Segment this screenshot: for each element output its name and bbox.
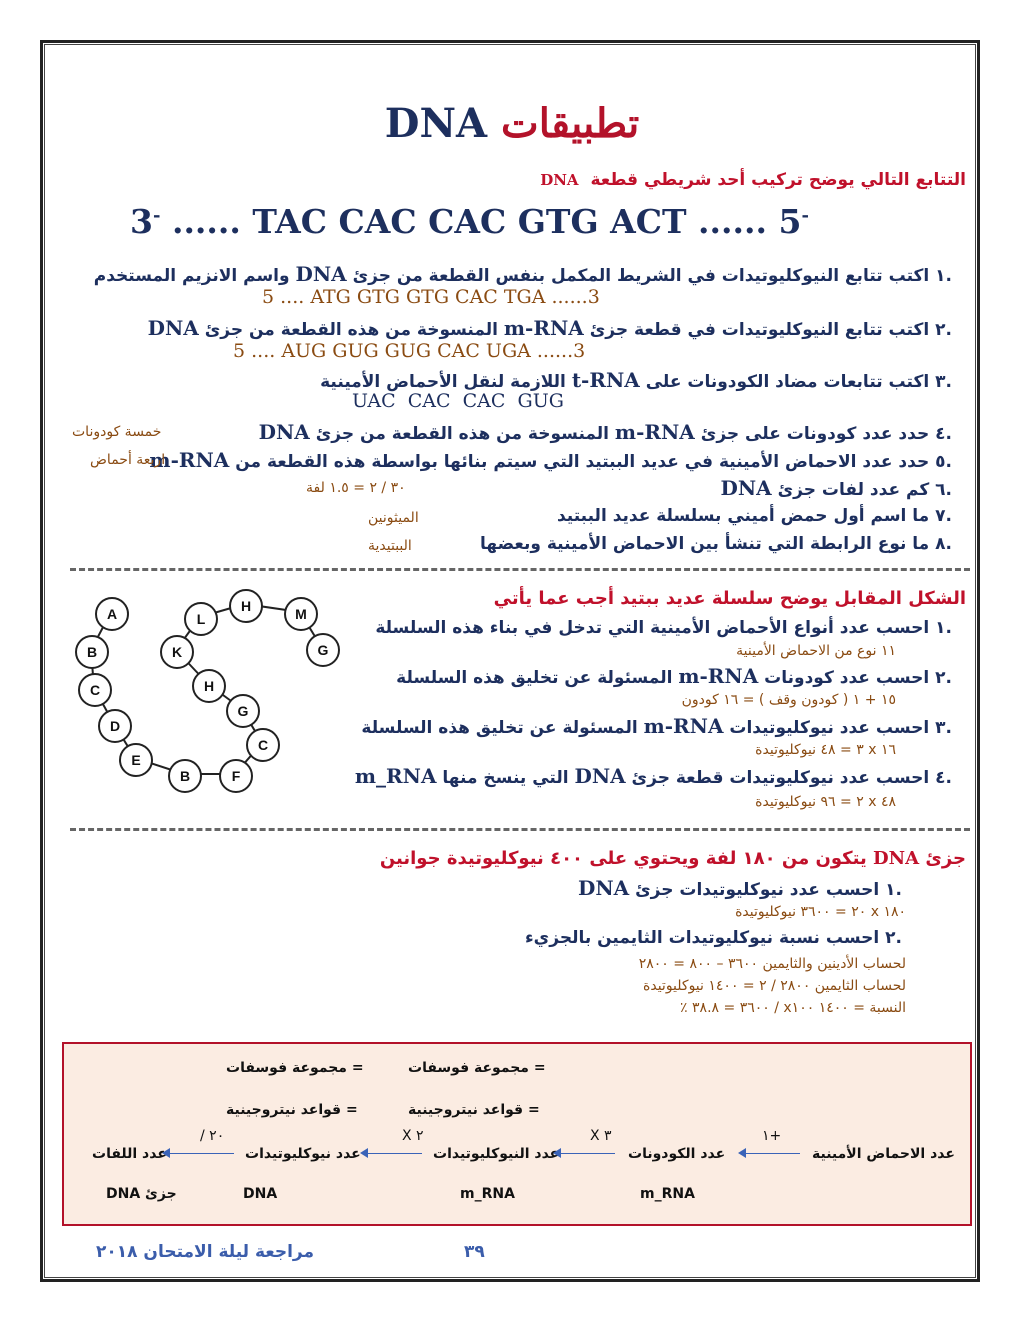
q-text: ما اسم أول حمض أميني بسلسلة عديد الببتيد bbox=[556, 506, 930, 526]
q-num: .٢ bbox=[935, 668, 952, 688]
section3-heading bbox=[380, 848, 966, 869]
q-term: DNA bbox=[720, 476, 772, 500]
seq-sup-right: - bbox=[801, 205, 809, 226]
q-term2: DNA bbox=[147, 316, 199, 340]
q-term2: m_RNA bbox=[354, 764, 437, 788]
heading-pre: جزئ bbox=[925, 848, 966, 869]
section2-heading: الشكل المقابل يوضح سلسلة عديد ببتيد أجب عما يأتي bbox=[493, 588, 966, 609]
s2-answer-4: ٤٨ x ٢ = ٩٦ نيوكليوتيدة bbox=[755, 794, 896, 810]
seq-left-end: 3 bbox=[130, 202, 153, 241]
seq-body: ...... TAC CAC CAC GTG ACT ...... bbox=[171, 202, 767, 241]
q-term: m-RNA bbox=[614, 420, 695, 444]
q-text: احسب نسبة نيوكليوتيدات الثايمين بالجزيء bbox=[524, 928, 880, 948]
op-times-two: ٢ X bbox=[402, 1128, 424, 1144]
seq-right-end: 5 bbox=[778, 202, 802, 241]
divider-2 bbox=[70, 828, 970, 831]
question-8 bbox=[480, 534, 952, 554]
q-num: .٣ bbox=[935, 372, 952, 392]
q-num: .٤ bbox=[935, 424, 952, 444]
q-text: احسب عدد كودونات bbox=[764, 668, 930, 688]
q-text2: المسئولة عن تخليق هذه السلسلة bbox=[361, 718, 638, 738]
answer-6: ٣٠ / ٢ = ١.٥ لفة bbox=[306, 480, 406, 496]
q-term: DNA bbox=[295, 262, 347, 286]
q-text: كم عدد لفات جزئ bbox=[777, 480, 930, 500]
q-text: حدد عدد الاحماض الأمينية في عديد الببتيد التي سيتم بنائها بواسطة هذه القطعة من bbox=[235, 452, 930, 472]
label-codons: عدد الكودونات bbox=[628, 1146, 726, 1162]
eq-bases-1: = قواعد نيتروجينية bbox=[408, 1102, 540, 1118]
op-divide-twenty: ٢٠ / bbox=[200, 1128, 225, 1144]
arrow-4 bbox=[164, 1153, 234, 1154]
q-term: m-RNA bbox=[503, 316, 584, 340]
s3-answer-1: ١٨٠ x ٢٠ = ٣٦٠٠ نيوكليوتيدة bbox=[735, 904, 906, 920]
arrow-1 bbox=[740, 1153, 800, 1154]
q-num: .٢ bbox=[935, 320, 952, 340]
amino-acid-node: H bbox=[192, 669, 226, 703]
amino-acid-node: L bbox=[184, 602, 218, 636]
q-num: .٨ bbox=[935, 534, 952, 554]
bottom-mrna-1: m_RNA bbox=[640, 1186, 695, 1202]
q-term: m-RNA bbox=[643, 714, 724, 738]
s2-question-2 bbox=[396, 664, 952, 688]
q-text: حدد عدد كودونات على جزئ bbox=[700, 424, 930, 444]
footer-text: مراجعة ليلة الامتحان ٢٠١٨ bbox=[96, 1242, 315, 1262]
q-num: .٣ bbox=[935, 718, 952, 738]
intro-text: التتابع التالي يوضح تركيب أحد شريطي قطعة bbox=[590, 170, 966, 190]
answer-1: 5 .... ATG GTG GTG CAC TGA ......3 bbox=[262, 286, 600, 308]
amino-acid-node: E bbox=[119, 743, 153, 777]
q-text: اكتب تتابع النيوكليوتيدات في الشريط المكمل بنفس القطعة من جزئ bbox=[352, 266, 930, 286]
q-num: .١ bbox=[935, 618, 952, 638]
amino-acid-node: D bbox=[98, 709, 132, 743]
answer-2: 5 .... AUG GUG GUG CAC UGA ......3 bbox=[233, 340, 586, 362]
amino-acid-node: H bbox=[229, 589, 263, 623]
amino-acid-node: G bbox=[306, 633, 340, 667]
q-num: .٤ bbox=[935, 768, 952, 788]
q-text: احسب عدد أنواع الأحماض الأمينية التي تدخل في بناء هذه السلسلة bbox=[375, 618, 930, 638]
eq-bases-2: = قواعد نيتروجينية bbox=[226, 1102, 358, 1118]
q-num: .٦ bbox=[935, 480, 952, 500]
eq-phosphate-2: = مجموعة فوسفات bbox=[226, 1060, 364, 1076]
question-7 bbox=[557, 506, 952, 526]
s3-answer-2a: لحساب الأدينين والثايمين ٣٦٠٠ – ٨٠٠ = ٢٨٠٠ bbox=[638, 956, 906, 972]
q-text: اكتب تتابع النيوكليوتيدات في قطعة جزئ bbox=[589, 320, 930, 340]
eq-phosphate-1: = مجموعة فوسفات bbox=[408, 1060, 546, 1076]
page-title bbox=[0, 100, 1024, 147]
arrow-3 bbox=[362, 1153, 422, 1154]
intro-line bbox=[540, 170, 966, 190]
answer-4: خمسة كودونات bbox=[72, 424, 162, 440]
amino-acid-node: G bbox=[226, 694, 260, 728]
amino-acid-node: C bbox=[78, 673, 112, 707]
q-term: m-RNA bbox=[149, 448, 230, 472]
q-num: .٢ bbox=[885, 928, 902, 948]
amino-acid-node: B bbox=[168, 759, 202, 793]
seq-sup-left: - bbox=[152, 205, 161, 226]
label-nucleotides-dna: عدد نيوكليوتيدات bbox=[245, 1146, 361, 1162]
q-text: ما نوع الرابطة التي تنشأ بين الاحماض الأمينية وبعضها bbox=[480, 534, 930, 554]
dna-sequence bbox=[130, 202, 809, 241]
answer-7: الميثونين bbox=[368, 510, 419, 526]
question-3 bbox=[320, 368, 952, 392]
amino-acid-node: C bbox=[246, 728, 280, 762]
s3-answer-2b: لحساب الثايمين ٢٨٠٠ / ٢ = ١٤٠٠ نيوكليوتيدة bbox=[643, 978, 906, 994]
amino-acid-node: M bbox=[284, 597, 318, 631]
s2-question-1 bbox=[375, 618, 952, 638]
bottom-dna: DNA bbox=[243, 1186, 278, 1202]
amino-acid-node: B bbox=[75, 635, 109, 669]
label-turns: عدد اللفات bbox=[92, 1146, 167, 1162]
title-dna: DNA bbox=[384, 100, 488, 147]
q-text2: واسم الانزيم المستخدم bbox=[93, 266, 290, 286]
arrow-2 bbox=[555, 1153, 615, 1154]
s3-answer-2c: النسبة = ١٤٠٠ x١٠٠ / ٣٦٠٠ = ٣٨.٨ ٪ bbox=[680, 1000, 906, 1016]
answer-8: الببتيدية bbox=[368, 538, 412, 554]
s2-answer-2: ١٥ + ١ ( كودون وقف ) = ١٦ كودون bbox=[681, 692, 896, 708]
s3-question-2 bbox=[525, 928, 902, 948]
q-num: .١ bbox=[935, 266, 952, 286]
heading-term: DNA bbox=[873, 848, 920, 869]
q-text2: المنسوخة من هذه القطعة من جزئ bbox=[315, 424, 609, 444]
q-text2: المسئولة عن تخليق هذه السلسلة bbox=[396, 668, 673, 688]
s2-question-4 bbox=[355, 764, 952, 788]
bottom-dna-molecule: جزئ DNA bbox=[106, 1186, 177, 1202]
heading-text: يتكون من ١٨٠ لفة ويحتوي على ٤٠٠ نيوكليوتيدة جوانين bbox=[379, 848, 867, 869]
divider-1 bbox=[70, 568, 970, 571]
question-6 bbox=[721, 476, 952, 500]
q-num: .٧ bbox=[935, 506, 952, 526]
question-2 bbox=[148, 316, 952, 340]
amino-acid-node: A bbox=[95, 597, 129, 631]
amino-acid-node: K bbox=[160, 635, 194, 669]
q-term: DNA bbox=[574, 764, 626, 788]
q-text2: اللازمة لنقل الأحماض الأمينية bbox=[320, 372, 566, 392]
amino-acid-node: F bbox=[219, 759, 253, 793]
op-plus-one: +١ bbox=[762, 1128, 782, 1144]
intro-term: DNA bbox=[540, 171, 579, 189]
s2-question-3 bbox=[361, 714, 952, 738]
q-num: .٥ bbox=[935, 452, 952, 472]
q-text: اكتب تتابعات مضاد الكودونات على bbox=[645, 372, 930, 392]
s2-answer-3: ١٦ x ٣ = ٤٨ نيوكليوتيدة bbox=[755, 742, 896, 758]
s2-answer-1: ١١ نوع من الاحماض الأمينية bbox=[736, 643, 896, 659]
q-text: احسب عدد نيوكليوتيدات جزئ bbox=[635, 880, 880, 900]
q-term: m-RNA bbox=[678, 664, 759, 688]
q-num: .١ bbox=[885, 880, 902, 900]
title-arabic: تطبيقات bbox=[501, 100, 640, 147]
q-text: احسب عدد نيوكليوتيدات bbox=[729, 718, 930, 738]
q-text2: المنسوخة من هذه القطعة من جزئ bbox=[204, 320, 498, 340]
s3-question-1 bbox=[578, 876, 902, 900]
label-amino-acids: عدد الاحماض الأمينية bbox=[812, 1146, 955, 1162]
page-number: ٣٩ bbox=[464, 1242, 485, 1262]
question-4 bbox=[259, 420, 952, 444]
answer-3: UAC CAC CAC GUG bbox=[352, 390, 564, 412]
op-times-three: ٣ X bbox=[590, 1128, 612, 1144]
bottom-mrna-2: m_RNA bbox=[460, 1186, 515, 1202]
question-1 bbox=[94, 262, 952, 286]
answer-5: اربعة أحماض bbox=[90, 452, 166, 468]
q-text2: التي ينسخ منها bbox=[442, 768, 569, 788]
label-nucleotides-mrna: عدد النيوكليوتيدات bbox=[433, 1146, 560, 1162]
q-term: t-RNA bbox=[571, 368, 640, 392]
q-term2: DNA bbox=[258, 420, 310, 444]
question-5 bbox=[149, 448, 952, 472]
q-term: DNA bbox=[577, 876, 630, 900]
q-text: احسب عدد نيوكليوتيدات قطعة جزئ bbox=[631, 768, 930, 788]
